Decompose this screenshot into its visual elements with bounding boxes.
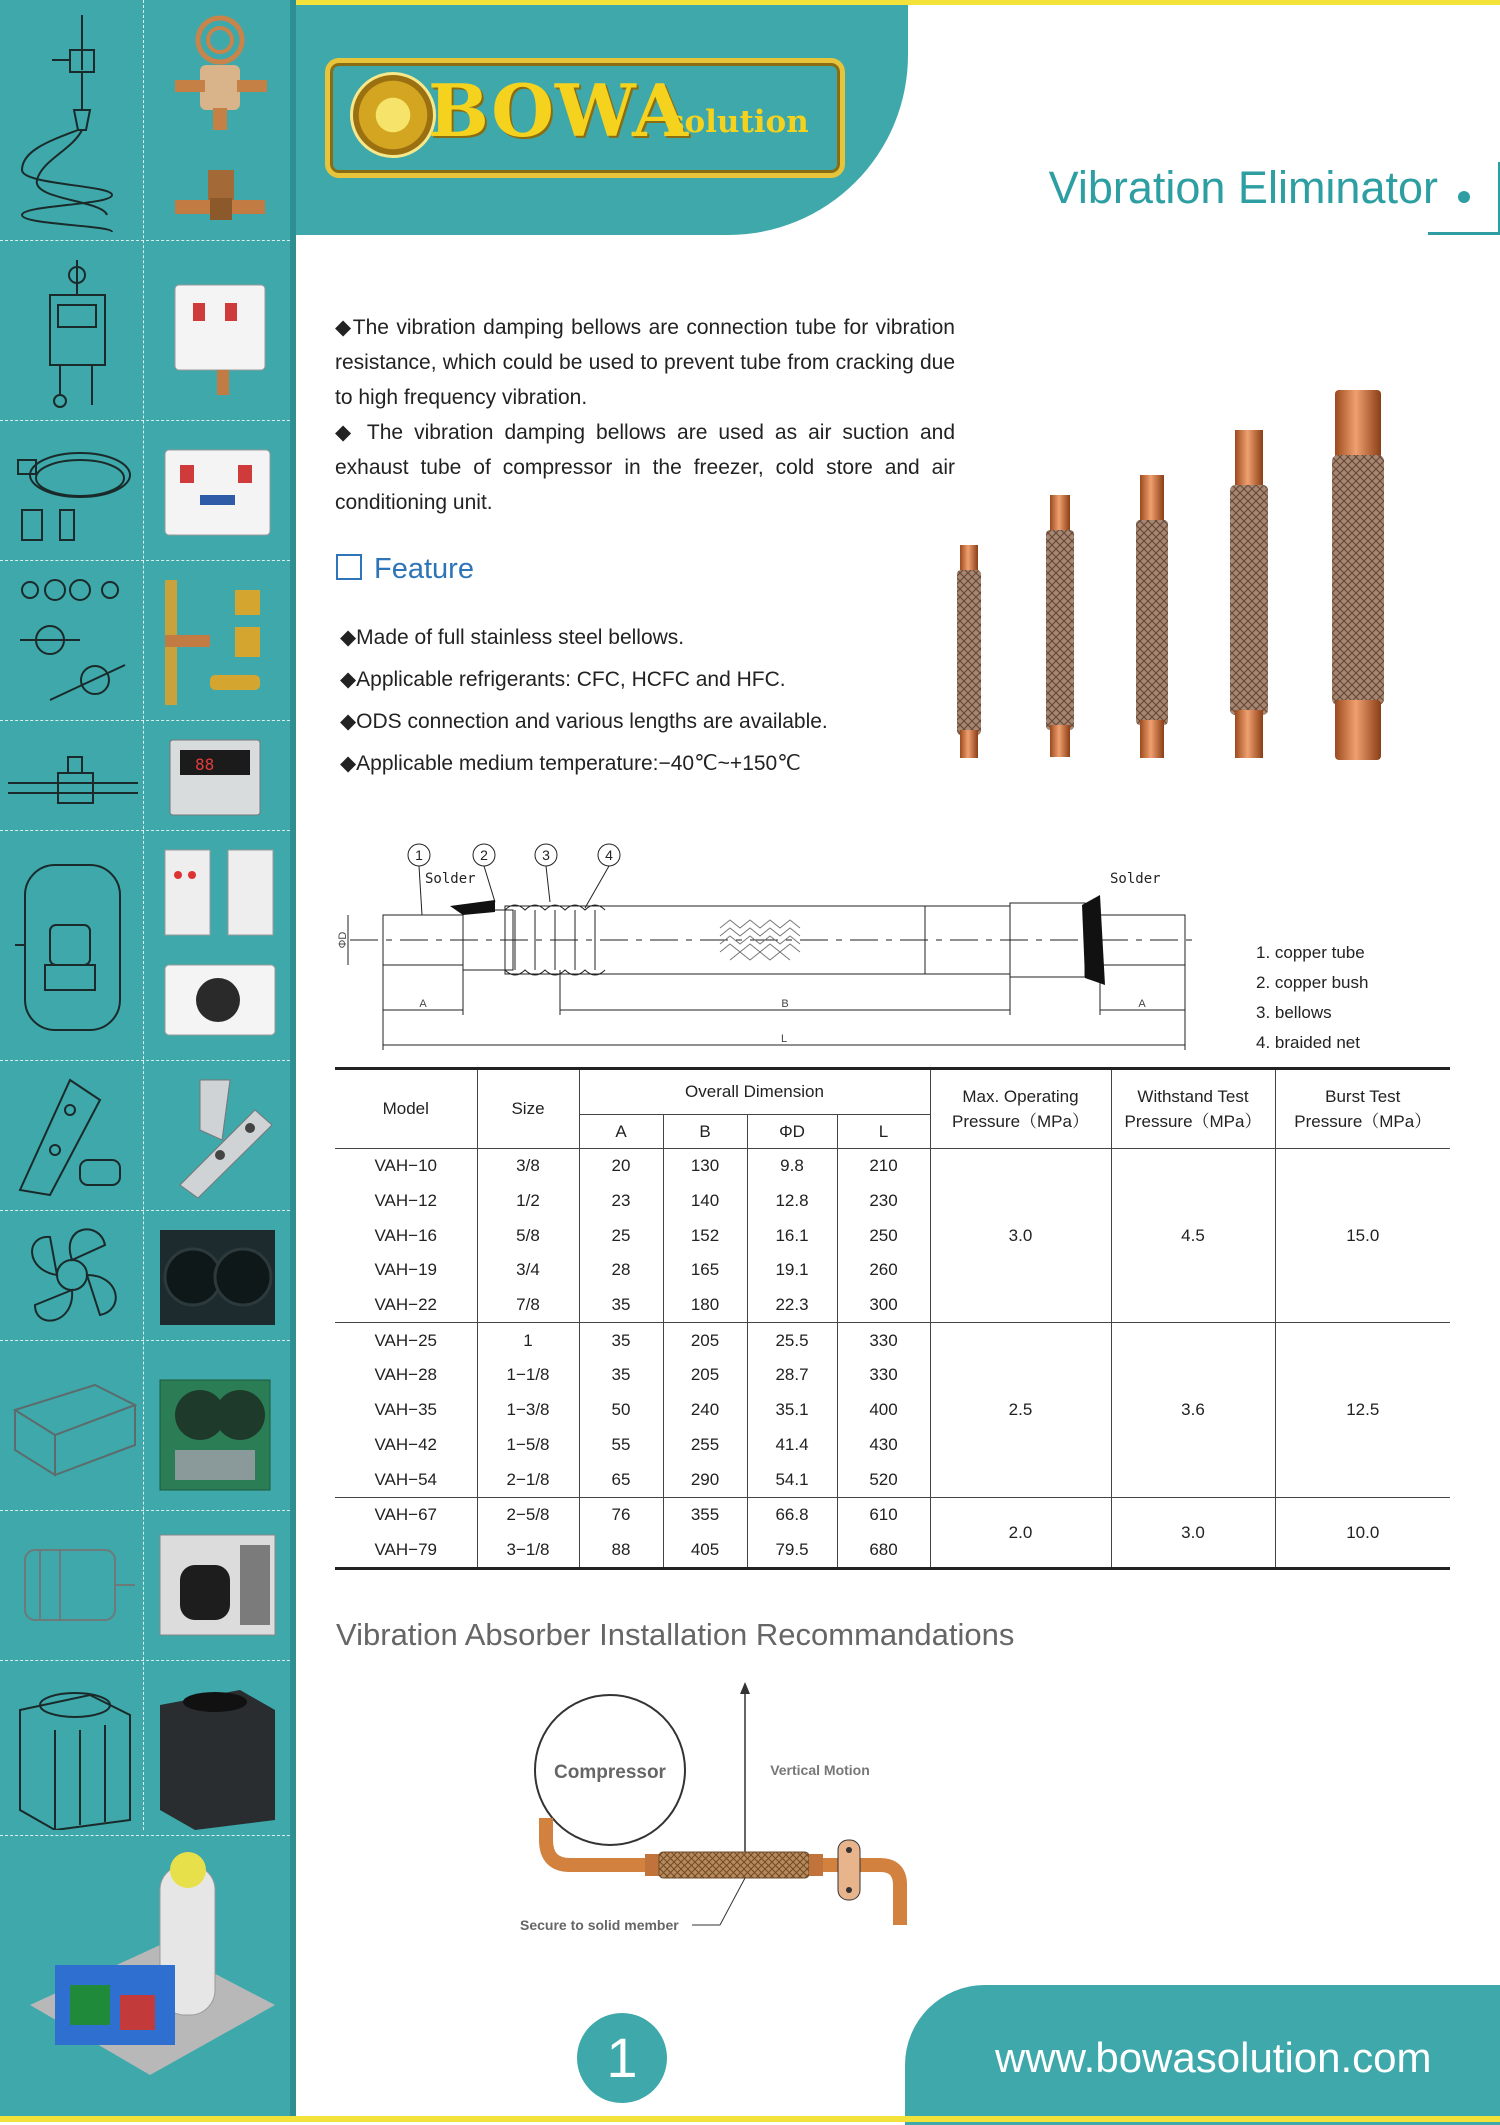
group-max-operating: 2.5	[930, 1323, 1111, 1497]
scroll-compressor-drawing	[5, 845, 135, 1045]
table-row: VAH−42 1−5/8 55 255 41.4 430	[335, 1428, 1450, 1463]
legend-item: 2. copper bush	[1256, 973, 1369, 992]
col-header-overall-dimension: Overall Dimension	[579, 1069, 930, 1115]
col-header-withstand: Withstand Test Pressure（MPa）	[1111, 1069, 1275, 1149]
table-row: VAH−28 1−1/8 35 205 28.7 330	[335, 1358, 1450, 1393]
solder-label-right: Solder	[1110, 871, 1161, 887]
callout-2: 2	[480, 847, 488, 863]
door-hinge-drawing	[10, 1070, 130, 1200]
page-title: Vibration Eliminator	[1048, 162, 1438, 213]
legend-item: 3. bellows	[1256, 1003, 1332, 1022]
col-header-model: Model	[335, 1069, 477, 1149]
intro-text	[335, 310, 955, 520]
condensing-unit-photo	[150, 1370, 280, 1500]
hinge-photo	[160, 1070, 280, 1200]
product-thumbnail-sidebar	[0, 0, 290, 2122]
legend-item: 4. braided net	[1256, 1033, 1360, 1052]
outdoor-unit-drawing	[10, 1670, 135, 1830]
bottom-accent-line	[0, 2116, 1500, 2122]
expansion-valve-drawing	[12, 10, 132, 235]
col-header-b: B	[663, 1115, 747, 1149]
tube-1	[957, 545, 981, 758]
axial-fan-drawing	[10, 1215, 135, 1335]
industrial-chiller-illustration	[10, 1835, 280, 2115]
table-row: VAH−79 3−1/8 88 405 79.5 680	[335, 1533, 1450, 1569]
website-url[interactable]: www.bowasolution.com	[995, 2034, 1432, 2081]
intro-paragraph: ◆ The vibration damping bellows are used as air suction and exhaust tube of compressor in the freezer, cold store and air conditioning unit.	[335, 421, 955, 514]
logo-wordmark: BOWA	[428, 68, 690, 153]
tube-3	[1136, 475, 1168, 758]
dim-a-left: A	[419, 998, 427, 1010]
svg-text:88: 88	[195, 755, 215, 774]
feature-item: ◆ODS connection and various lengths are available.	[340, 710, 828, 733]
compressor-unit-photo	[155, 1525, 280, 1645]
fan-coil-drawing	[5, 1370, 140, 1480]
table-row: VAH−10 3/8 20 130 9.8 210 3.0 4.5 15.0	[335, 1149, 1450, 1184]
feature-item: ◆Applicable medium temperature:−40℃~+150℃	[340, 752, 801, 775]
callout-4: 4	[605, 847, 613, 863]
table-row: VAH−19 3/4 28 165 19.1 260	[335, 1253, 1450, 1288]
dim-b: B	[781, 998, 789, 1010]
callout-3: 3	[542, 847, 550, 863]
temperature-controller-photo	[165, 735, 265, 820]
page-number: 1	[577, 2013, 667, 2103]
motor-drawing	[5, 1530, 140, 1640]
logo-subtitle: solution	[667, 104, 809, 140]
heat-pump-photo	[150, 1670, 280, 1830]
unit-cooler-photo	[160, 955, 280, 1040]
table-row: VAH−22 7/8 35 180 22.3 300	[335, 1288, 1450, 1323]
installation-diagram	[520, 1680, 940, 1960]
feature-list	[340, 617, 960, 785]
solenoid-valve-photo	[170, 160, 270, 240]
specification-table	[335, 1067, 1450, 1570]
compressor-label: Compressor	[554, 1762, 666, 1783]
logo-emblem	[350, 72, 436, 158]
ball-valve-drawing	[8, 745, 138, 815]
legend-item: 1. copper tube	[1256, 943, 1365, 962]
group-burst: 10.0	[1275, 1497, 1450, 1568]
group-withstand: 4.5	[1111, 1149, 1275, 1323]
group-max-operating: 3.0	[930, 1149, 1111, 1323]
checkbox-icon	[336, 554, 362, 580]
protection-relay-photo	[160, 845, 280, 940]
recommendation-title: Vibration Absorber Installation Recommandations	[336, 1617, 1015, 1652]
table-row: VAH−67 2−5/8 76 355 66.8 610 2.0 3.0 10.0	[335, 1497, 1450, 1532]
feature-item: ◆Made of full stainless steel bellows.	[340, 626, 685, 649]
vibration-eliminator-product-photo	[940, 385, 1420, 785]
table-row: VAH−35 1−3/8 50 240 35.1 400	[335, 1393, 1450, 1428]
table-row: VAH−54 2−1/8 65 290 54.1 520	[335, 1462, 1450, 1497]
condenser-photo	[155, 1225, 280, 1330]
thermostatic-valve-photo	[165, 10, 275, 135]
col-header-d: ΦD	[747, 1115, 837, 1149]
dim-l: L	[780, 1033, 788, 1045]
sidebar-edge	[290, 0, 296, 2122]
feature-item: ◆Applicable refrigerants: CFC, HCFC and HFC.	[340, 668, 786, 691]
sight-glass-drawing	[10, 575, 135, 715]
vertical-motion-label: Vertical Motion	[770, 1762, 870, 1778]
col-header-max-operating: Max. Operating Pressure（MPa）	[930, 1069, 1111, 1149]
secure-label: Secure to solid member	[520, 1917, 679, 1933]
dim-a-right: A	[1138, 998, 1146, 1010]
brass-fittings-photo	[150, 575, 275, 715]
col-header-size: Size	[477, 1069, 579, 1149]
pressure-switch-photo	[165, 275, 275, 405]
tube-2	[1046, 495, 1074, 757]
group-withstand: 3.6	[1111, 1323, 1275, 1497]
dual-pressure-switch-photo	[160, 445, 275, 545]
feature-heading	[336, 553, 474, 586]
col-header-burst: Burst Test Pressure（MPa）	[1275, 1069, 1450, 1149]
intro-paragraph: ◆The vibration damping bellows are connection tube for vibration resistance, which could be used to prevent tube from cracking due to high frequency vibration.	[335, 316, 955, 409]
col-header-l: L	[837, 1115, 930, 1149]
group-withstand: 3.0	[1111, 1497, 1275, 1568]
callout-1: 1	[415, 847, 423, 863]
col-header-a: A	[579, 1115, 663, 1149]
title-bracket	[1428, 162, 1500, 235]
dim-d: ΦD	[337, 931, 349, 949]
table-row: VAH−16 5/8 25 152 16.1 250	[335, 1218, 1450, 1253]
group-burst: 15.0	[1275, 1149, 1450, 1323]
feature-heading-text: Feature	[374, 553, 474, 585]
diagram-legend	[1256, 938, 1368, 1058]
capillary-tube-drawing	[10, 440, 135, 550]
group-max-operating: 2.0	[930, 1497, 1111, 1568]
tube-5	[1332, 390, 1384, 760]
table-row: VAH−25 1 35 205 25.5 330 2.5 3.6 12.5	[335, 1323, 1450, 1358]
table-row: VAH−12 1/2 23 140 12.8 230	[335, 1184, 1450, 1219]
group-burst: 12.5	[1275, 1323, 1450, 1497]
solder-label-left: Solder	[425, 871, 476, 887]
pressure-controller-drawing	[30, 255, 125, 415]
tube-4	[1230, 430, 1268, 758]
